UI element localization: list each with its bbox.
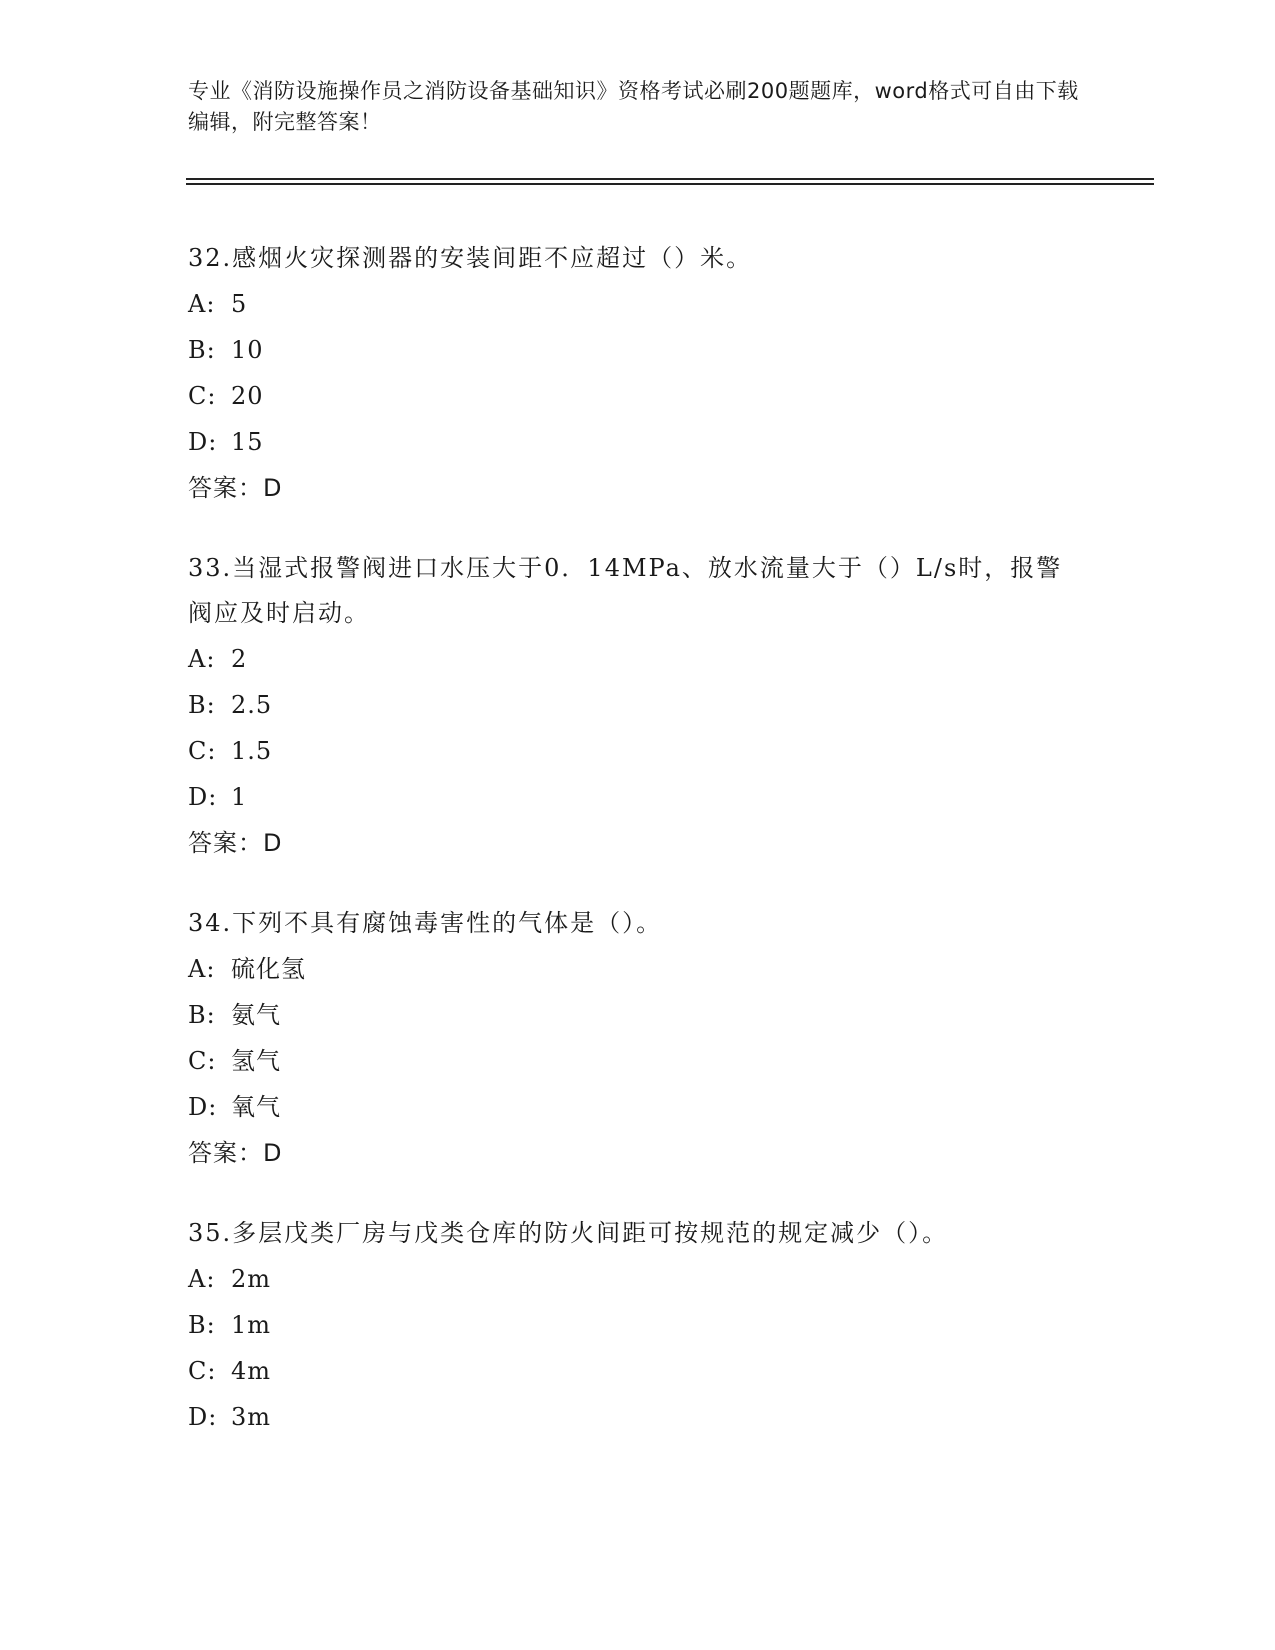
option-key: D: — [188, 1403, 218, 1431]
option-b — [188, 1302, 1088, 1348]
option-a — [188, 1256, 1088, 1302]
document-intro: 专业《消防设施操作员之消防设备基础知识》资格考试必刷200题题库，word格式可自由下载编辑，附完整答案！ — [188, 79, 1079, 134]
option-text: 1m — [231, 1311, 272, 1339]
option-text: 10 — [231, 336, 264, 364]
option-text: 2m — [231, 1265, 272, 1293]
option-text: 氧气 — [231, 1093, 281, 1121]
option-text: 15 — [231, 428, 264, 456]
option-d — [188, 1394, 1088, 1440]
option-key: A: — [188, 955, 216, 983]
option-text: 2.5 — [231, 691, 273, 719]
option-key: B: — [188, 691, 216, 719]
option-text: 1.5 — [231, 737, 273, 765]
option-key: D: — [188, 1093, 218, 1121]
option-text: 1 — [231, 783, 248, 811]
option-key: A: — [188, 290, 216, 318]
option-key: A: — [188, 645, 216, 673]
option-text: 氢气 — [231, 1047, 281, 1075]
option-c — [188, 1038, 1088, 1084]
question-34 — [188, 901, 1088, 1176]
answer-label: 答案：D — [188, 829, 283, 857]
option-key: A: — [188, 1265, 216, 1293]
option-b — [188, 992, 1088, 1038]
option-key: B: — [188, 336, 216, 364]
option-key: C: — [188, 382, 217, 410]
option-c — [188, 373, 1088, 419]
option-a — [188, 636, 1088, 682]
question-35 — [188, 1211, 1088, 1440]
option-d — [188, 774, 1088, 820]
question-list — [188, 236, 1088, 1475]
option-key: C: — [188, 1047, 217, 1075]
option-text: 2 — [231, 645, 248, 673]
option-a — [188, 946, 1088, 992]
option-text: 3m — [231, 1403, 272, 1431]
option-d — [188, 419, 1088, 465]
option-key: D: — [188, 783, 218, 811]
answer-label: 答案：D — [188, 474, 283, 502]
option-text: 硫化氢 — [231, 955, 306, 983]
question-stem: 34.下列不具有腐蚀毒害性的气体是（）。 — [188, 909, 663, 937]
option-b — [188, 682, 1088, 728]
option-key: C: — [188, 1357, 217, 1385]
question-stem: 33.当湿式报警阀进口水压大于0．14MPa、放水流量大于（）L/s时，报警阀应及时启动。 — [188, 554, 1063, 627]
option-text: 5 — [231, 290, 248, 318]
question-stem: 32.感烟火灾探测器的安装间距不应超过（）米。 — [188, 244, 753, 272]
option-c — [188, 1348, 1088, 1394]
option-key: B: — [188, 1001, 216, 1029]
option-key: B: — [188, 1311, 216, 1339]
option-key: D: — [188, 428, 218, 456]
header-divider-top — [186, 178, 1154, 180]
option-d — [188, 1084, 1088, 1130]
option-text: 氨气 — [231, 1001, 281, 1029]
question-stem: 35.多层戊类厂房与戊类仓库的防火间距可按规范的规定减少（）。 — [188, 1219, 949, 1247]
header-divider-bottom — [186, 183, 1154, 185]
option-text: 4m — [231, 1357, 272, 1385]
question-32 — [188, 236, 1088, 511]
answer-label: 答案：D — [188, 1139, 283, 1167]
option-b — [188, 327, 1088, 373]
option-text: 20 — [231, 382, 264, 410]
option-key: C: — [188, 737, 217, 765]
option-c — [188, 728, 1088, 774]
option-a — [188, 281, 1088, 327]
question-33 — [188, 546, 1088, 866]
